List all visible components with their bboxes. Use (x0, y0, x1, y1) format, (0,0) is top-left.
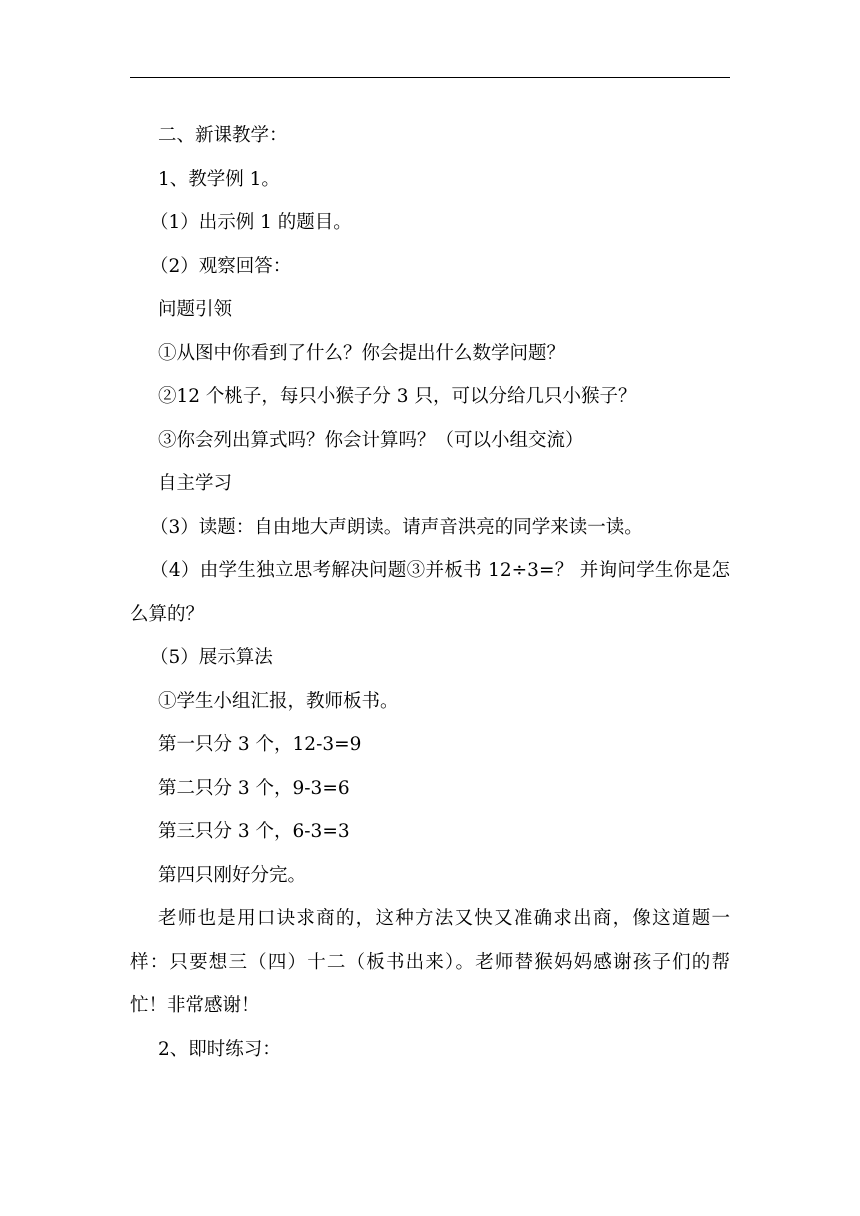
teacher-summary: 老师也是用口诀求商的，这种方法又快又准确求出商，像这道题一样：只要想三（四）十二（板书出来）。老师替猴妈妈感谢孩子们的帮忙！非常感谢！ (130, 908, 730, 1016)
step-1-show-example: （1）出示例 1 的题目。 (150, 212, 352, 233)
question-1: ①从图中你看到了什么？你会提出什么数学问题？ (158, 342, 566, 364)
document-body (130, 114, 730, 1071)
subsection-heading-practice: 2、即时练习： (158, 1038, 281, 1060)
step-2-observe-answer: （2）观察回答： (150, 255, 292, 277)
question-2: ②12 个桃子，每只小猴子分 3 只，可以分给几只小猴子？ (158, 386, 637, 407)
label-self-study: 自主学习 (158, 473, 233, 494)
group-report: ①学生小组汇报，教师板书。 (158, 690, 399, 712)
calc-step-4: 第四只刚好分完。 (158, 864, 307, 886)
step-3-read-problem: （3）读题：自由地大声朗读。请声音洪亮的同学来读一读。 (150, 516, 643, 538)
calc-step-3: 第三只分 3 个，6-3=3 (158, 821, 350, 842)
calc-step-1: 第一只分 3 个，12-3=9 (158, 734, 362, 755)
question-3: ③你会列出算式吗？你会计算吗？（可以小组交流） (158, 429, 584, 451)
header-rule (130, 77, 730, 78)
label-question-guide: 问题引领 (158, 299, 233, 320)
step-4-independent-thinking: （4）由学生独立思考解决问题③并板书 12÷3=？ 并询问学生你是怎么算的？ (130, 560, 730, 625)
subsection-heading-example-1: 1、教学例 1。 (158, 168, 280, 190)
calc-step-2: 第二只分 3 个，9-3=6 (158, 777, 350, 799)
section-heading-new-lesson: 二、新课教学： (158, 125, 288, 146)
step-5-show-method: （5）展示算法 (150, 647, 273, 668)
